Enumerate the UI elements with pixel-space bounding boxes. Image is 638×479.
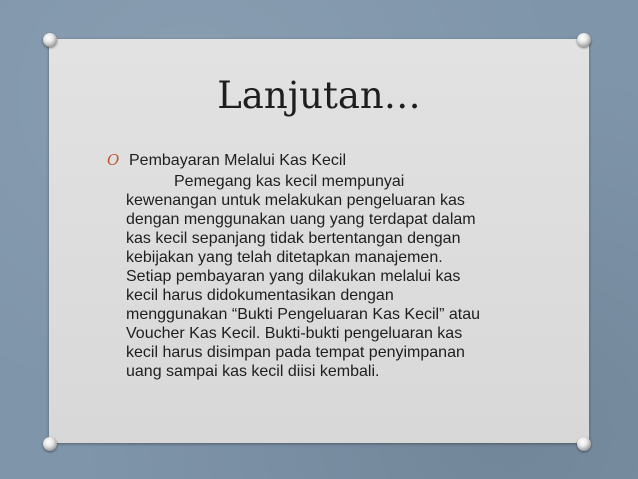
bullet-marker-icon: O <box>107 151 120 169</box>
bullet-item <box>107 151 346 170</box>
body-line: Voucher Kas Kecil. Bukti-bukti pengeluaran kas <box>126 325 463 342</box>
bullet-body-text <box>126 172 526 381</box>
body-line: Setiap pembayaran yang dilakukan melalui kas <box>126 268 461 285</box>
pushpin-top-right-icon <box>577 33 591 47</box>
body-line: dengan menggunakan uang yang terdapat dalam <box>126 211 476 228</box>
bullet-heading: Pembayaran Melalui Kas Kecil <box>129 152 346 169</box>
body-line: menggunakan “Bukti Pengeluaran Kas Kecil” atau <box>126 306 480 323</box>
body-line: kecil harus disimpan pada tempat penyimpanan <box>126 344 465 361</box>
body-line: kebijakan yang telah ditetapkan manajemen. <box>126 249 443 266</box>
body-line: uang sampai kas kecil diisi kembali. <box>126 363 380 380</box>
body-line: Pemegang kas kecil mempunyai <box>174 173 405 190</box>
body-line: kewenangan untuk melakukan pengeluaran kas <box>126 192 465 209</box>
pushpin-bottom-right-icon <box>577 437 591 451</box>
slide-title: Lanjutan… <box>217 74 421 117</box>
pushpin-bottom-left-icon <box>43 437 57 451</box>
body-line: kas kecil sepanjang tidak bertentangan dengan <box>126 230 461 247</box>
pushpin-top-left-icon <box>43 33 57 47</box>
body-line: kecil harus didokumentasikan dengan <box>126 287 394 304</box>
